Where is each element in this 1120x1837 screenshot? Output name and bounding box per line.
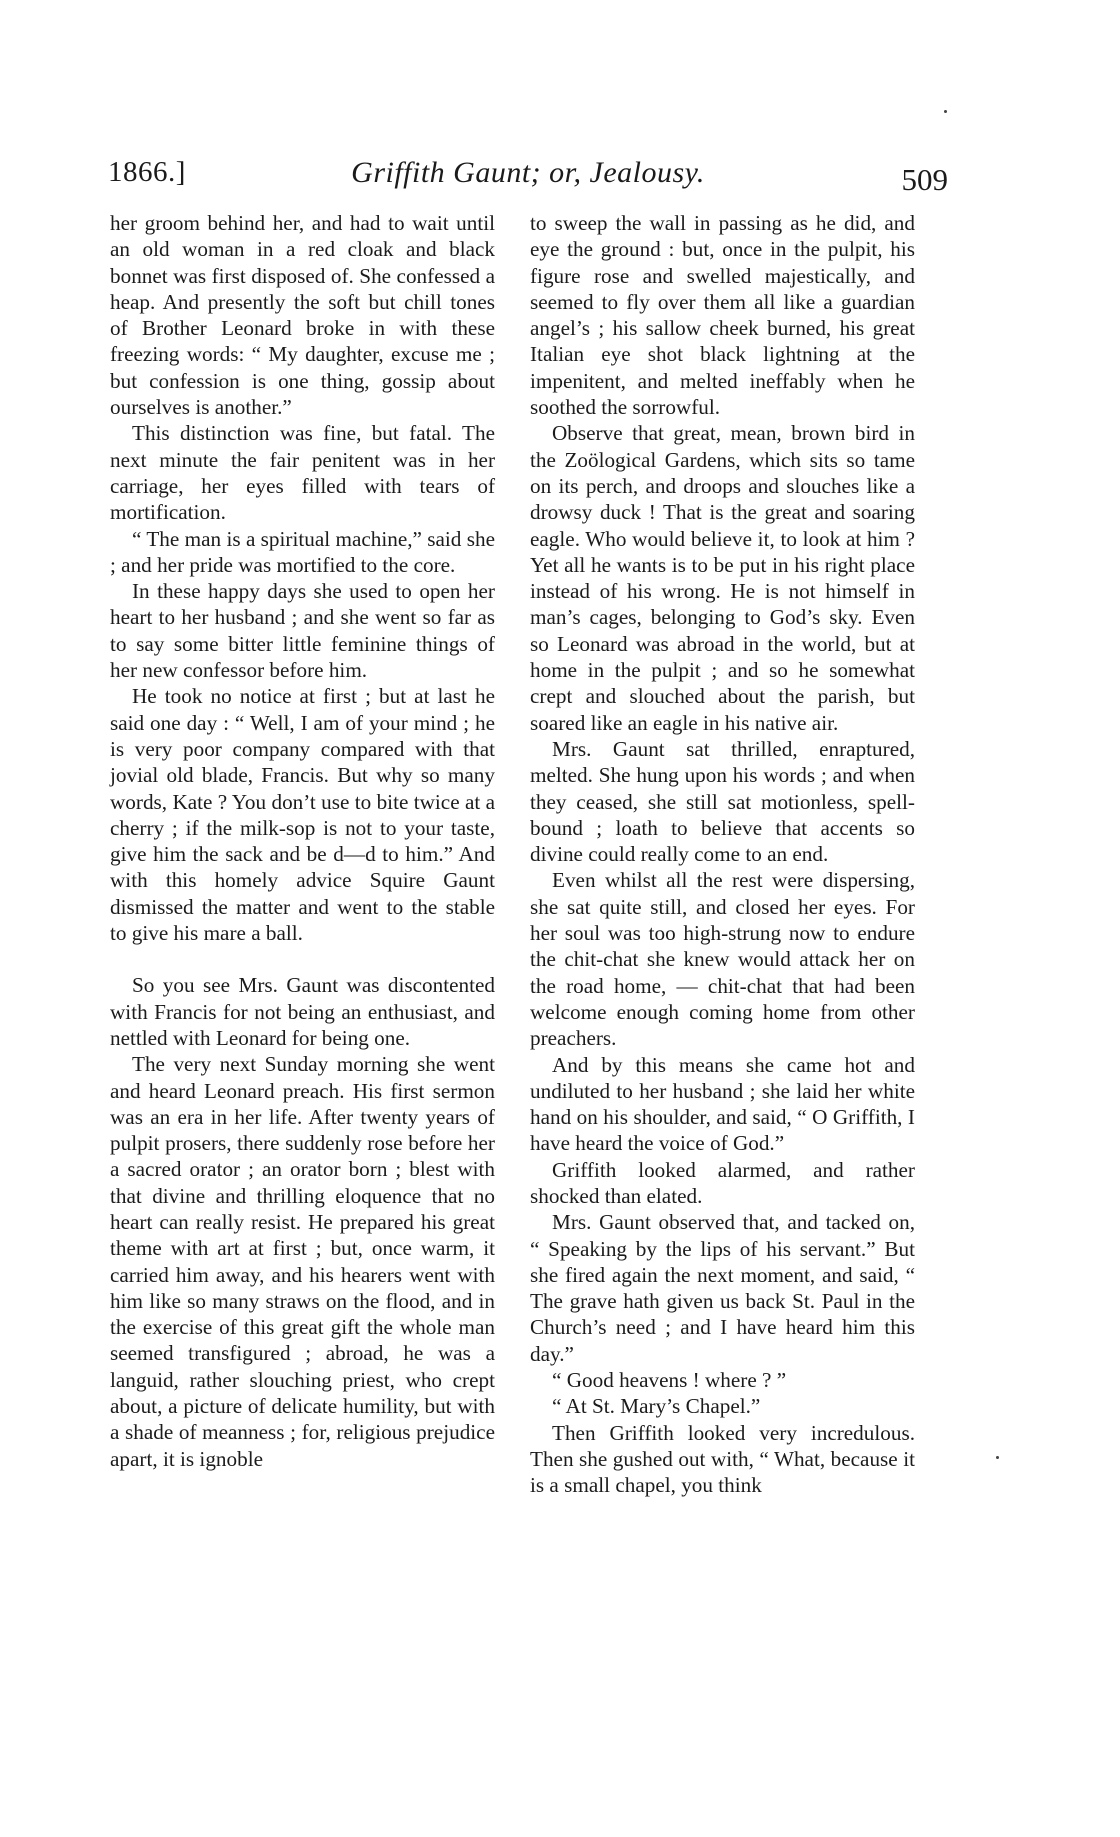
paragraph: to sweep the wall in passing as he did, and eye the ground : but, once in the pulpit, his figure rose and swelled majestically, and seemed to fly over them all like a guardian angel’s ; his sallow cheek burned, his great Italian eye shot black lightning at the impenitent, and melted ineffably when he soothed the sorrowful. xyxy=(530,211,915,420)
paragraph: And by this means she came hot and undiluted to her husband ; she laid her white hand on his shoulder, and said, “ O Griffith, I have heard the voice of God.” xyxy=(530,1052,915,1156)
paragraph: Mrs. Gaunt sat thrilled, enraptured, melted. She hung upon his words ; and when they ceased, she still sat motionless, spell-bound ; loath to believe that accents so divine could really come to an end. xyxy=(530,736,915,867)
print-speck xyxy=(944,110,947,113)
paragraph: Even whilst all the rest were dispersing, she sat quite still, and closed her eyes. For her soul was too high-strung now to endure the chit-chat she knew would attack her on the road home, — chit-chat that had been welcome enough coming home from other preachers. xyxy=(530,868,915,1051)
paragraph: So you see Mrs. Gaunt was discontented with Francis for not being an enthusiast, and nettled with Leonard for being one. xyxy=(110,973,495,1050)
paragraph: Observe that great, mean, brown bird in the Zoölogical Gardens, which sits so tame on its perch, and droops and slouches like a drowsy duck ! That is the great and soaring eagle. Who would believe it, to look at him ? Yet all he wants is to be put in his right place instead of his wrong. He is not himself in man’s cages, belonging to God’s sky. Even so Leonard was abroad in the world, but at home in the pulpit ; and so he somewhat crept and slouched about the parish, but soared like an eagle in his native air. xyxy=(530,421,915,735)
header-year: 1866.] xyxy=(108,156,186,188)
paragraph: Then Griffith looked very incredulous. Then she gushed out with, “ What, because it is a small chapel, you think xyxy=(530,1420,915,1498)
running-header xyxy=(108,148,948,198)
paragraph: “ At St. Mary’s Chapel.” xyxy=(552,1394,761,1419)
print-speck xyxy=(996,1456,999,1459)
right-column xyxy=(530,210,915,1499)
paragraph: He took no notice at first ; but at last he said one day : “ Well, I am of your mind ; he is very poor company compared with that jovial old blade, Francis. But why so many words, Kate ? You don’t use to bite twice at a cherry ; if the milk-sop is not to your taste, give him the sack and be d—d to him.” And with this homely advice Squire Gaunt dismissed the matter and went to the stable to give his mare a ball. xyxy=(110,684,495,946)
paragraph: “ Good heavens ! where ? ” xyxy=(552,1368,787,1393)
paragraph: “ The man is a spiritual machine,” said she ; and her pride was mortified to the core. xyxy=(110,526,495,577)
page-number: 509 xyxy=(901,162,948,197)
paragraph: This distinction was fine, but fatal. The next minute the fair penitent was in her carriage, her eyes filled with tears of mortification. xyxy=(110,421,495,525)
paragraph: Mrs. Gaunt observed that, and tacked on, “ Speaking by the lips of his servant.” But she fired again the next moment, and said, “ The grave hath given us back St. Paul in the Church’s need ; and I have heard him this day.” xyxy=(530,1210,915,1366)
paragraph: Griffith looked alarmed, and rather shocked than elated. xyxy=(530,1157,915,1208)
paragraph: In these happy days she used to open her heart to her husband ; and she went so far as to say some bitter little feminine things of her new confessor before him. xyxy=(110,579,495,683)
header-title: Griffith Gaunt; or, Jealousy. xyxy=(351,156,705,189)
paragraph: The very next Sunday morning she went and heard Leonard preach. His first sermon was an era in her life. After twenty years of pulpit prosers, there suddenly rose before her a sacred orator ; an orator born ; blest with that divine and thrilling eloquence that no heart can really resist. He prepared his great theme with art at first ; but, once warm, it carried him away, and his hearers went with him like so many straws on the flood, and in the exercise of this great gift the whole man seemed transfigured ; abroad, he was a languid, rather slouching priest, who crept about, a picture of delicate humility, but with a shade of meanness ; for, religious prejudice apart, it is ignoble xyxy=(110,1052,495,1471)
left-column xyxy=(110,210,495,1472)
paragraph: her groom behind her, and had to wait until an old woman in a red cloak and black bonnet was first disposed of. She confessed a heap. And presently the soft but chill tones of Brother Leonard broke in with these freezing words: “ My daughter, excuse me ; but confession is one thing, gossip about ourselves is another.” xyxy=(110,211,495,420)
